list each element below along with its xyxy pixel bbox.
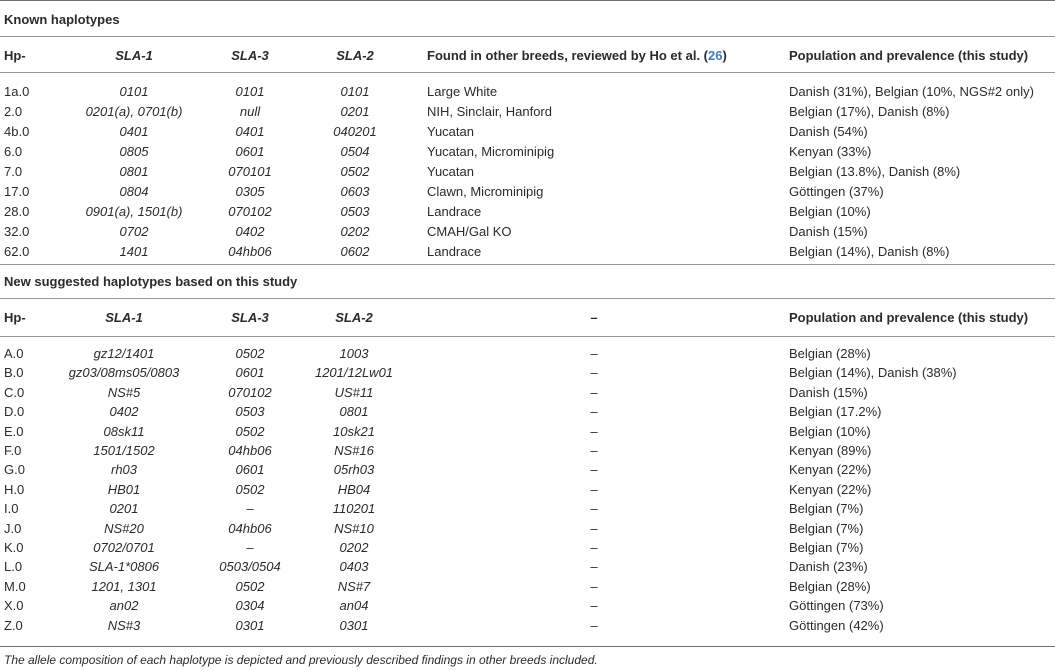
known-header-sla1: SLA-1 (115, 48, 153, 63)
cell-population: Danish (23%) (789, 559, 868, 575)
cell-sla2: US#11 (334, 384, 374, 400)
cell-sla2: 10sk21 (333, 423, 375, 439)
cell-sla1: rh03 (110, 462, 138, 478)
table-bottom-rule (0, 646, 1055, 647)
cell-sla1: 08sk11 (103, 423, 145, 439)
cell-sla2: NS#16 (334, 443, 374, 458)
cell-sla2: HB04 (337, 481, 371, 497)
cell-hp: D.0 (4, 404, 25, 420)
cell-sla1: 1401 (119, 244, 149, 259)
cell-hp: X.0 (4, 598, 24, 614)
cell-population: Belgian (7%) (789, 540, 864, 555)
cell-sla1: NS#3 (107, 617, 141, 633)
cell-sla3: 0502 (235, 423, 265, 439)
cell-sla2: 0101 (340, 84, 370, 99)
cell-sla1: NS#5 (107, 384, 141, 400)
cell-sla3: 0502 (235, 481, 265, 497)
cell-found: – (590, 443, 598, 458)
cell-hp: Z.0 (4, 617, 23, 633)
cell-found: – (590, 423, 598, 439)
cell-sla3: 0503/0504 (219, 559, 281, 575)
cell-sla1: an02 (109, 598, 139, 614)
cell-hp: I.0 (4, 501, 19, 517)
new-header-hp: Hp- (4, 310, 26, 325)
cell-hp: H.0 (4, 481, 25, 497)
cell-found: – (590, 404, 598, 420)
cell-sla3: 070101 (228, 164, 272, 179)
cell-population: Danish (31%), Belgian (10%, NGS#2 only) (789, 84, 1034, 99)
new-header-population: Population and prevalence (this study) (789, 310, 1029, 325)
cell-population: Göttingen (73%) (789, 598, 884, 614)
cell-found: – (590, 481, 598, 497)
cell-sla3: 0304 (235, 598, 265, 614)
cell-found: – (590, 540, 598, 555)
cell-sla2: 0503 (340, 204, 370, 219)
cell-sla3: 070102 (228, 384, 272, 400)
cell-sla1: 0901(a), 1501(b) (85, 204, 183, 219)
cell-hp: B.0 (4, 365, 24, 381)
known-title-rule (0, 36, 1055, 37)
cell-found: Landrace (427, 204, 482, 219)
known-header-population: Population and prevalence (this study) (789, 48, 1029, 63)
cell-found: – (590, 598, 598, 614)
cell-population: Belgian (7%) (789, 520, 864, 536)
known-header-found-text: Found in other breeds, reviewed by Ho et al. ( (427, 48, 708, 63)
cell-found: – (590, 578, 598, 594)
cell-population: Belgian (14%), Danish (38%) (789, 365, 957, 381)
cell-sla2: 110201 (332, 501, 376, 517)
reference-link[interactable]: 26 (708, 48, 723, 63)
cell-sla2: 0202 (340, 224, 370, 239)
cell-sla3: 0601 (235, 462, 265, 478)
cell-hp: L.0 (4, 559, 23, 575)
cell-found: Yucatan (427, 164, 474, 179)
cell-found: Yucatan (427, 124, 474, 139)
cell-population: Belgian (13.8%), Danish (8%) (789, 164, 961, 179)
cell-found: – (590, 501, 598, 517)
cell-hp: C.0 (4, 384, 25, 400)
cell-sla1: 0201(a), 0701(b) (85, 104, 183, 119)
cell-hp: 4b.0 (4, 124, 30, 139)
new-title-rule (0, 298, 1055, 299)
cell-sla3: 070102 (228, 204, 272, 219)
cell-sla1: 1501/1502 (93, 443, 155, 458)
cell-hp: E.0 (4, 423, 24, 439)
cell-sla3: 04hb06 (228, 244, 272, 259)
cell-hp: M.0 (4, 578, 26, 594)
cell-population: Danish (15%) (789, 384, 868, 400)
cell-population: Danish (15%) (789, 224, 868, 239)
new-section-title: New suggested haplotypes based on this study (4, 274, 298, 289)
cell-sla3: 0601 (235, 144, 265, 159)
cell-hp: F.0 (4, 443, 22, 458)
cell-hp: 1a.0 (4, 84, 30, 99)
new-header-rule (0, 336, 1055, 337)
cell-hp: 17.0 (4, 184, 30, 199)
cell-sla1: 0805 (119, 144, 149, 159)
known-section-title: Known haplotypes (4, 12, 120, 27)
cell-hp: 32.0 (4, 224, 30, 239)
cell-population: Göttingen (42%) (789, 617, 884, 633)
cell-found: Landrace (427, 244, 482, 259)
cell-sla3: – (246, 501, 254, 517)
known-header-sla2: SLA-2 (336, 48, 374, 63)
cell-sla3: 0502 (235, 346, 265, 361)
cell-found: Large White (427, 84, 498, 99)
cell-population: Belgian (7%) (789, 501, 864, 517)
cell-hp: 62.0 (4, 244, 30, 259)
cell-sla2: 0201 (340, 104, 370, 119)
cell-sla1: 0804 (119, 184, 149, 199)
cell-sla1: 0401 (119, 124, 149, 139)
cell-sla3: 0301 (235, 617, 265, 633)
top-rule (0, 0, 1055, 1)
new-header-sla2: SLA-2 (335, 310, 373, 325)
table-footnote: The allele composition of each haplotype is depicted and previously described findings in other breeds included. (4, 653, 598, 667)
new-header-sla3: SLA-3 (231, 310, 269, 325)
cell-sla3: 0502 (235, 578, 265, 594)
cell-population: Kenyan (22%) (789, 481, 872, 497)
cell-population: Belgian (17%), Danish (8%) (789, 104, 950, 119)
cell-sla1: 0101 (119, 84, 149, 99)
cell-sla2: NS#10 (334, 520, 374, 536)
cell-hp: 2.0 (4, 104, 23, 119)
known-header-sla3: SLA-3 (231, 48, 269, 63)
cell-sla3: 0503 (235, 404, 265, 420)
known-bottom-rule (0, 264, 1055, 265)
cell-population: Belgian (28%) (789, 346, 871, 361)
cell-found: CMAH/Gal KO (427, 224, 512, 239)
cell-sla1: 0702/0701 (93, 540, 155, 555)
cell-hp: G.0 (4, 462, 25, 478)
cell-sla3: 0402 (235, 224, 265, 239)
cell-sla3: 04hb06 (228, 520, 272, 536)
cell-population: Kenyan (33%) (789, 144, 872, 159)
cell-found: Clawn, Microminipig (427, 184, 544, 199)
cell-population: Danish (54%) (789, 124, 868, 139)
cell-sla3: 0101 (235, 84, 265, 99)
cell-sla3: null (239, 104, 261, 119)
new-header-sla1: SLA-1 (105, 310, 143, 325)
cell-sla1: gz12/1401 (93, 346, 155, 361)
cell-sla2: 0801 (339, 404, 369, 420)
cell-population: Kenyan (22%) (789, 462, 872, 478)
cell-hp: J.0 (4, 520, 22, 536)
cell-sla2: 0301 (339, 617, 369, 633)
cell-sla1: SLA-1*0806 (88, 559, 160, 575)
cell-sla1: HB01 (107, 481, 141, 497)
cell-sla1: 0402 (109, 404, 139, 420)
cell-sla2: 040201 (333, 124, 377, 139)
known-header-found-close: ) (722, 48, 727, 63)
cell-hp: K.0 (4, 540, 24, 555)
cell-sla3: – (246, 540, 254, 555)
cell-found: – (590, 559, 598, 575)
cell-population: Belgian (28%) (789, 578, 871, 594)
cell-found: – (590, 462, 598, 478)
cell-hp: 7.0 (4, 164, 23, 179)
cell-sla1: 0801 (119, 164, 149, 179)
cell-found: – (590, 617, 598, 633)
cell-sla1: 0201 (109, 501, 139, 517)
known-header-hp: Hp- (4, 48, 26, 63)
cell-population: Belgian (10%) (789, 204, 871, 219)
cell-sla1: 0702 (119, 224, 149, 239)
cell-sla3: 04hb06 (228, 443, 272, 458)
cell-sla2: 1201/12Lw01 (314, 365, 394, 381)
cell-found: – (590, 520, 598, 536)
cell-sla2: 0403 (339, 559, 369, 575)
cell-found: Yucatan, Microminipig (427, 144, 555, 159)
cell-sla3: 0601 (235, 365, 265, 381)
new-header-found: – (590, 310, 598, 325)
cell-sla2: an04 (339, 598, 369, 614)
cell-population: Belgian (14%), Danish (8%) (789, 244, 950, 259)
cell-sla2: NS#7 (337, 578, 371, 594)
cell-population: Göttingen (37%) (789, 184, 884, 199)
cell-sla1: gz03/08ms05/0803 (68, 365, 180, 381)
cell-hp: 6.0 (4, 144, 23, 159)
cell-population: Kenyan (89%) (789, 443, 872, 458)
cell-sla3: 0305 (235, 184, 265, 199)
cell-sla2: 0202 (339, 540, 369, 555)
cell-sla3: 0401 (235, 124, 265, 139)
known-header-found (427, 48, 727, 63)
cell-population: Belgian (17.2%) (789, 404, 882, 420)
cell-hp: 28.0 (4, 204, 30, 219)
cell-sla2: 0603 (340, 184, 370, 199)
cell-sla1: 1201, 1301 (91, 578, 157, 594)
cell-sla2: 1003 (339, 346, 369, 361)
cell-found: – (590, 365, 598, 381)
cell-found: NIH, Sinclair, Hanford (427, 104, 552, 119)
cell-sla2: 0602 (340, 244, 370, 259)
cell-sla2: 0504 (340, 144, 370, 159)
known-header-rule (0, 72, 1055, 73)
cell-found: – (590, 346, 598, 361)
cell-sla2: 0502 (340, 164, 370, 179)
cell-sla1: NS#20 (104, 520, 144, 536)
cell-found: – (590, 384, 598, 400)
cell-hp: A.0 (4, 346, 24, 361)
cell-sla2: 05rh03 (333, 462, 375, 478)
cell-population: Belgian (10%) (789, 423, 871, 439)
